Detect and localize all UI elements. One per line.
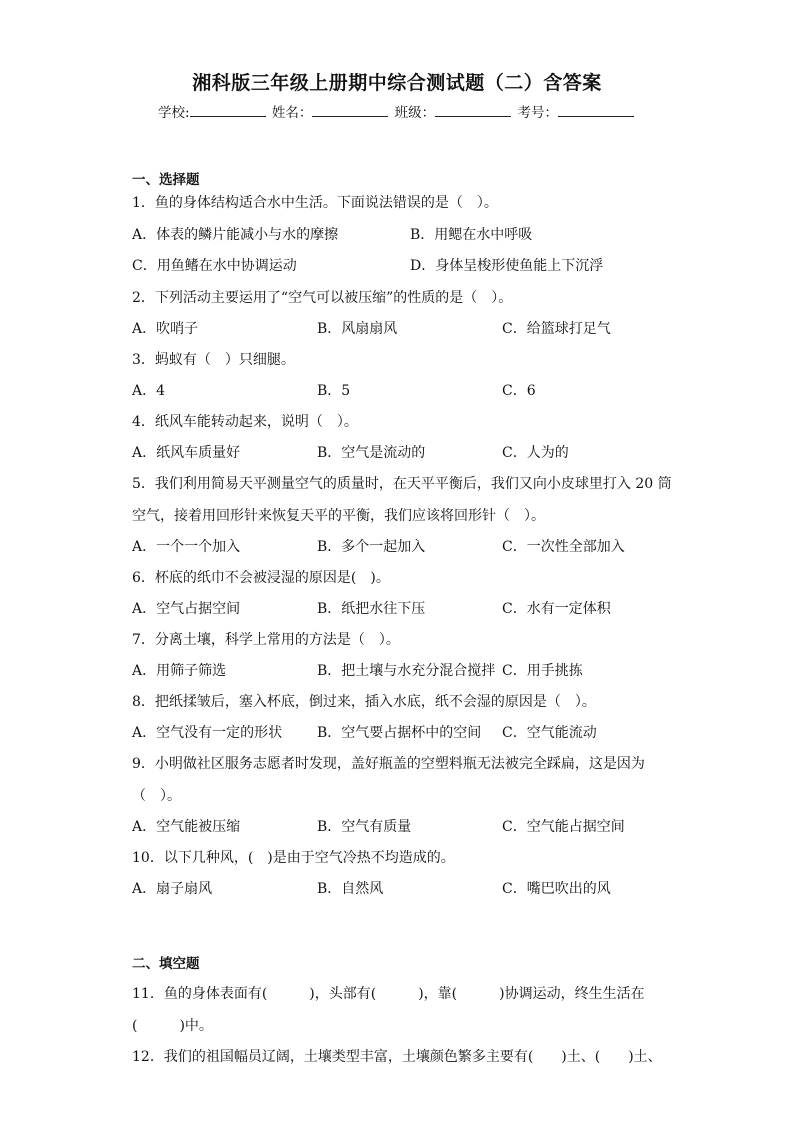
option[interactable]: A．纸风车质量好 bbox=[132, 445, 241, 461]
option[interactable]: B．把土壤与水充分混合搅拌 bbox=[317, 663, 496, 679]
student-info-line bbox=[0, 101, 794, 121]
option[interactable]: C．水有一定体积 bbox=[502, 601, 611, 617]
question-11: 11．鱼的身体表面有( )，头部有( )，靠( )协调运动，终生生活在 bbox=[132, 986, 645, 1002]
school-blank[interactable] bbox=[190, 104, 266, 117]
option[interactable]: B．用鳃在水中呼吸 bbox=[410, 227, 533, 243]
option[interactable]: B．多个一起加入 bbox=[317, 539, 426, 555]
option[interactable]: A．空气占据空间 bbox=[132, 601, 241, 617]
name-blank[interactable] bbox=[312, 104, 388, 117]
option[interactable]: A．体表的鳞片能减小与水的摩擦 bbox=[132, 227, 339, 243]
option[interactable]: A．一个一个加入 bbox=[132, 539, 241, 555]
option[interactable]: C．用手挑拣 bbox=[502, 663, 583, 679]
question-11-continued: ( )中。 bbox=[132, 1018, 213, 1034]
option[interactable]: C．6 bbox=[502, 383, 536, 399]
question-4: 4．纸风车能转动起来，说明（ ）。 bbox=[132, 414, 358, 430]
option[interactable]: A．4 bbox=[132, 383, 166, 399]
page-title: 湘科版三年级上册期中综合测试题（二）含答案 bbox=[192, 72, 602, 94]
question-12: 12．我们的祖国幅员辽阔，土壤类型丰富，土壤颜色繁多主要有( )土、( )土、 bbox=[132, 1049, 662, 1065]
option[interactable]: C．空气能占据空间 bbox=[502, 819, 625, 835]
question-10: 10．以下几种风，( )是由于空气冷热不均造成的。 bbox=[132, 850, 455, 866]
option[interactable]: C．嘴巴吹出的风 bbox=[502, 881, 611, 897]
name-label: 姓名： bbox=[271, 105, 313, 121]
question-2: 2．下列活动主要运用了“空气可以被压缩”的性质的是（ ）。 bbox=[132, 290, 513, 306]
option[interactable]: A．用筛子筛选 bbox=[132, 663, 227, 679]
option[interactable]: C．用鱼鳍在水中协调运动 bbox=[132, 258, 297, 274]
option[interactable]: B．纸把水往下压 bbox=[317, 601, 426, 617]
option[interactable]: B．空气要占据杯中的空间 bbox=[317, 725, 482, 741]
question-9-continued: （ ）。 bbox=[132, 788, 181, 804]
option[interactable]: C．给篮球打足气 bbox=[502, 321, 611, 337]
option[interactable]: C．人为的 bbox=[502, 445, 569, 461]
option[interactable]: C．空气能流动 bbox=[502, 725, 597, 741]
option[interactable]: A．空气能被压缩 bbox=[132, 819, 241, 835]
option[interactable]: B．5 bbox=[317, 383, 351, 399]
option[interactable]: B．空气有质量 bbox=[317, 819, 412, 835]
class-label: 班级： bbox=[394, 105, 436, 121]
school-label: 学校: bbox=[158, 105, 190, 121]
class-blank[interactable] bbox=[435, 104, 511, 117]
option[interactable]: A．空气没有一定的形状 bbox=[132, 725, 283, 741]
option[interactable]: A．扇子扇风 bbox=[132, 881, 213, 897]
question-7: 7．分离土壤，科学上常用的方法是（ ）。 bbox=[132, 632, 400, 648]
question-5-continued: 空气，接着用回形针来恢复天平的平衡，我们应该将回形针（ ）。 bbox=[132, 508, 545, 524]
question-3: 3．蚂蚁有（ ）只细腿。 bbox=[132, 352, 295, 368]
section-heading-choice: 一、选择题 bbox=[132, 172, 200, 188]
question-9: 9．小明做社区服务志愿者时发现，盖好瓶盖的空塑料瓶无法被完全踩扁，这是因为 bbox=[132, 756, 645, 772]
option[interactable]: C．一次性全部加入 bbox=[502, 539, 625, 555]
question-8: 8．把纸揉皱后，塞入杯底，倒过来，插入水底，纸不会湿的原因是（ ）。 bbox=[132, 694, 596, 710]
option[interactable]: B．自然风 bbox=[317, 881, 384, 897]
question-5: 5．我们利用简易天平测量空气的质量时，在天平平衡后，我们又向小皮球里打入 20 筒 bbox=[132, 476, 672, 492]
exam-number-label: 考号： bbox=[517, 105, 558, 121]
question-1: 1．鱼的身体结构适合水中生活。下面说法错误的是（ ）。 bbox=[132, 195, 498, 211]
exam-number-blank[interactable] bbox=[558, 104, 634, 117]
section-heading-fill: 二、填空题 bbox=[132, 956, 200, 972]
option[interactable]: B．空气是流动的 bbox=[317, 445, 426, 461]
option[interactable]: B．风扇扇风 bbox=[317, 321, 398, 337]
option[interactable]: A．吹哨子 bbox=[132, 321, 199, 337]
option[interactable]: D．身体呈梭形使鱼能上下沉浮 bbox=[410, 258, 604, 274]
question-6: 6．杯底的纸巾不会被浸湿的原因是( )。 bbox=[132, 570, 390, 586]
